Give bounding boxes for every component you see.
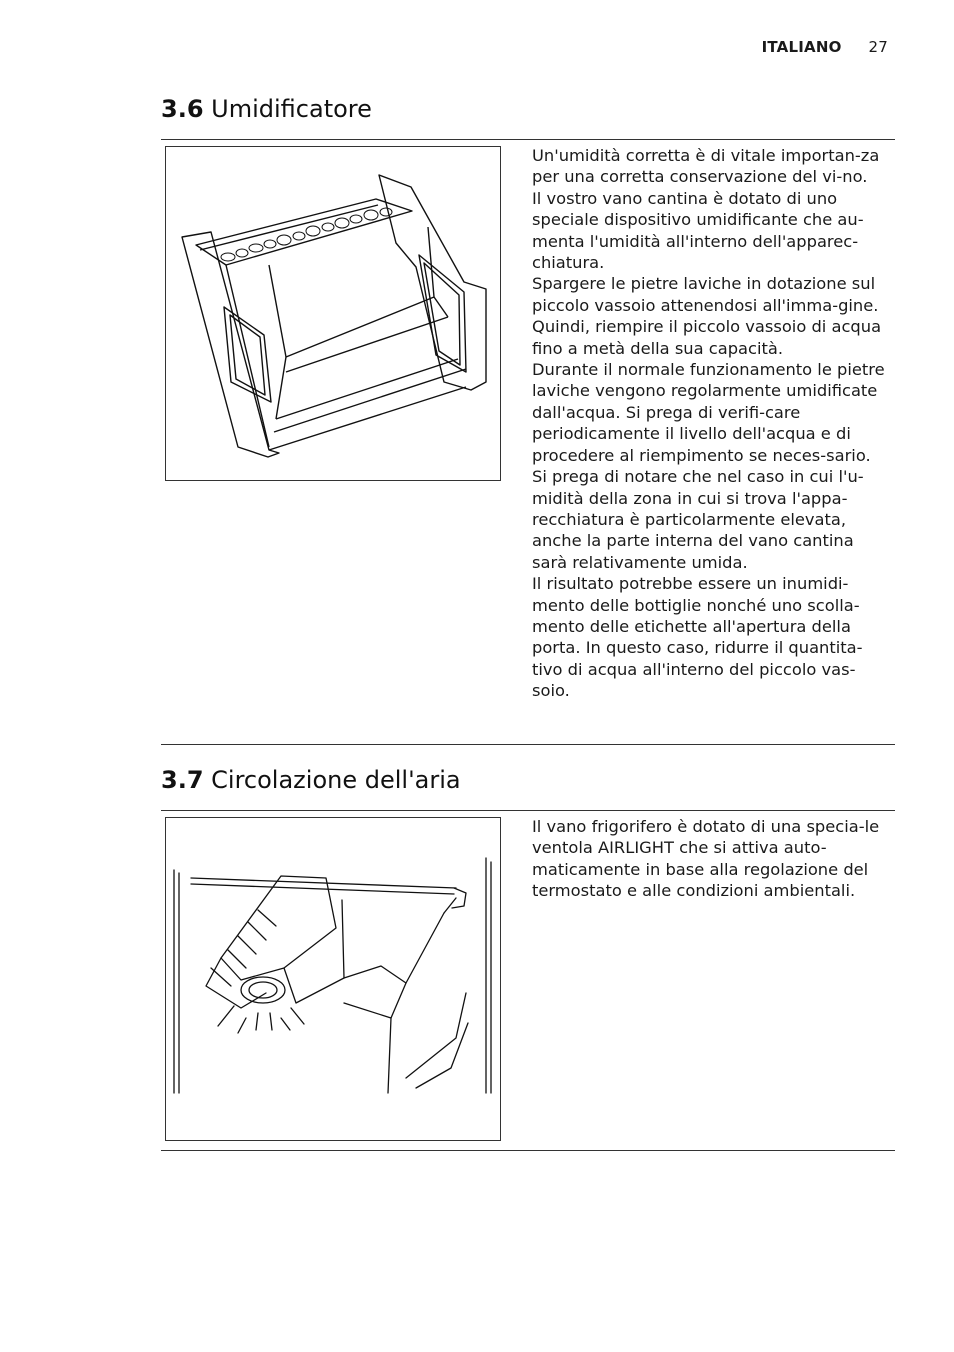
paragraph: Il risultato potrebbe essere un inumidi-mento delle bottiglie nonché uno scolla-mento delle etichette all'apertura della porta. In questo caso, ridurre il quantita-tivo di acqua all'interno del piccolo vas-soio. (532, 574, 863, 701)
page-header (762, 38, 888, 56)
header-language: ITALIANO (761, 38, 842, 56)
section-bottom-rule (161, 1150, 895, 1151)
page-number: 27 (868, 38, 888, 56)
section-top-rule (161, 139, 895, 140)
airlight-fan-illustration (165, 817, 501, 1141)
paragraph: Il vostro vano cantina è dotato di uno speciale dispositivo umidificante che au-menta l'umidità all'interno dell'apparec-chiatura. (532, 188, 864, 273)
airlight-fan-drawing (166, 818, 500, 1140)
section-title-text: Umidificatore (211, 95, 372, 123)
section-bottom-rule (161, 744, 895, 745)
paragraph: Durante il normale funzionamento le pietre laviche vengono regolarmente umidificate dall'acqua. Si prega di verifi-care periodicamente il livello dell'acqua e di procedere al riempimento se neces-sario. (532, 360, 885, 465)
paragraph: Un'umidità corretta è di vitale importan-za per una corretta conservazione del vi-no. (532, 146, 880, 187)
section-body-air-circulation (532, 816, 888, 902)
humidifier-tray-illustration (165, 146, 501, 481)
section-title-humidifier (161, 95, 372, 123)
section-number: 3.6 (161, 95, 204, 123)
humidifier-tray-drawing (166, 147, 500, 480)
section-title-text: Circolazione dell'aria (211, 766, 461, 794)
paragraph: Spargere le pietre laviche in dotazione sul piccolo vassoio attenendosi all'imma-gine. Quindi, riempire il piccolo vassoio di acqua fino a metà della sua capacità. (532, 274, 882, 358)
section-top-rule (161, 810, 895, 811)
paragraph: Si prega di notare che nel caso in cui l'u-midità della zona in cui si trova l'appa-recchiatura è particolarmente elevata, anche la parte interna del vano cantina sarà relativamente umida. (532, 467, 864, 572)
section-title-air-circulation (161, 766, 461, 794)
paragraph: Il vano frigorifero è dotato di una specia-le ventola AIRLIGHT che si attiva auto-maticamente in base alla regolazione del termostato e alle condizioni ambientali. (532, 817, 880, 901)
section-number: 3.7 (161, 766, 204, 794)
section-body-humidifier (532, 145, 888, 702)
